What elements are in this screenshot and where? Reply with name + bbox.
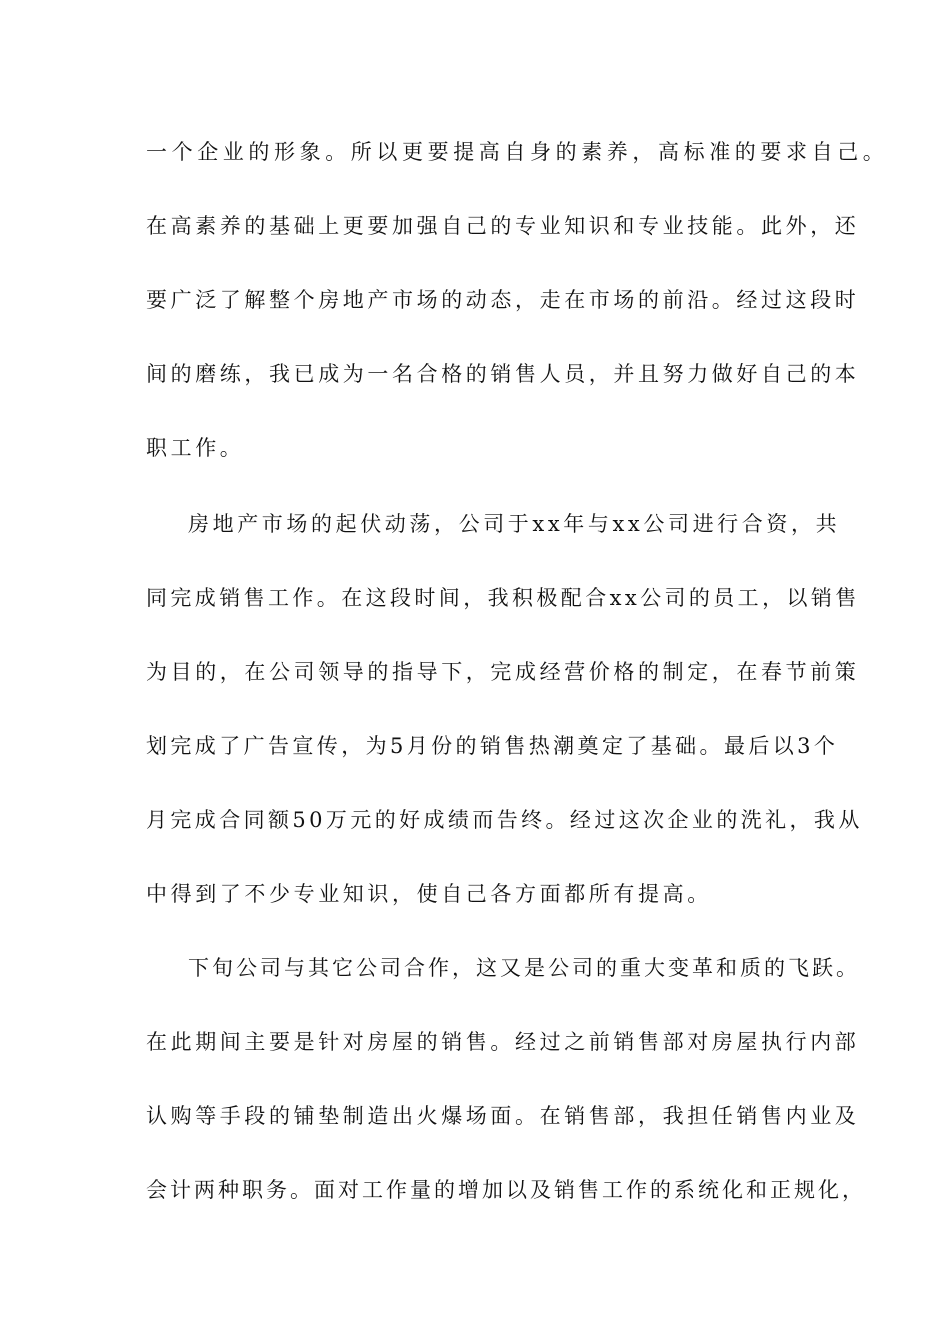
text-line-6: 房地产市场的起伏动荡，公司于xx年与xx公司进行合资，共 [188, 512, 841, 536]
text-line-1: 一个企业的形象。所以更要提高自身的素养，高标准的要求自己。 [146, 140, 889, 164]
text-line-2: 在高素养的基础上更要加强自己的专业知识和专业技能。此外，还 [146, 214, 860, 238]
text-line-9: 划完成了广告宣传，为5月份的销售热潮奠定了基础。最后以3个 [146, 734, 839, 758]
text-line-13: 在此期间主要是针对房屋的销售。经过之前销售部对房屋执行内部 [146, 1030, 860, 1054]
text-line-10: 月完成合同额50万元的好成绩而告终。经过这次企业的洗礼，我从 [146, 808, 863, 832]
text-line-12: 下旬公司与其它公司合作，这又是公司的重大变革和质的飞跃。 [188, 956, 860, 980]
text-line-7: 同完成销售工作。在这段时间，我积极配合xx公司的员工，以销售 [146, 586, 860, 610]
text-line-11: 中得到了不少专业知识，使自己各方面都所有提高。 [146, 882, 712, 906]
text-line-8: 为目的，在公司领导的指导下，完成经营价格的制定，在春节前策 [146, 660, 860, 684]
text-line-14: 认购等手段的铺垫制造出火爆场面。在销售部，我担任销售内业及 [146, 1104, 860, 1128]
text-line-15: 会计两种职务。面对工作量的增加以及销售工作的系统化和正规化， [146, 1178, 866, 1202]
text-line-4: 间的磨练，我已成为一名合格的销售人员，并且努力做好自己的本 [146, 362, 860, 386]
text-line-3: 要广泛了解整个房地产市场的动态，走在市场的前沿。经过这段时 [146, 288, 860, 312]
text-line-5: 职工作。 [146, 436, 245, 460]
